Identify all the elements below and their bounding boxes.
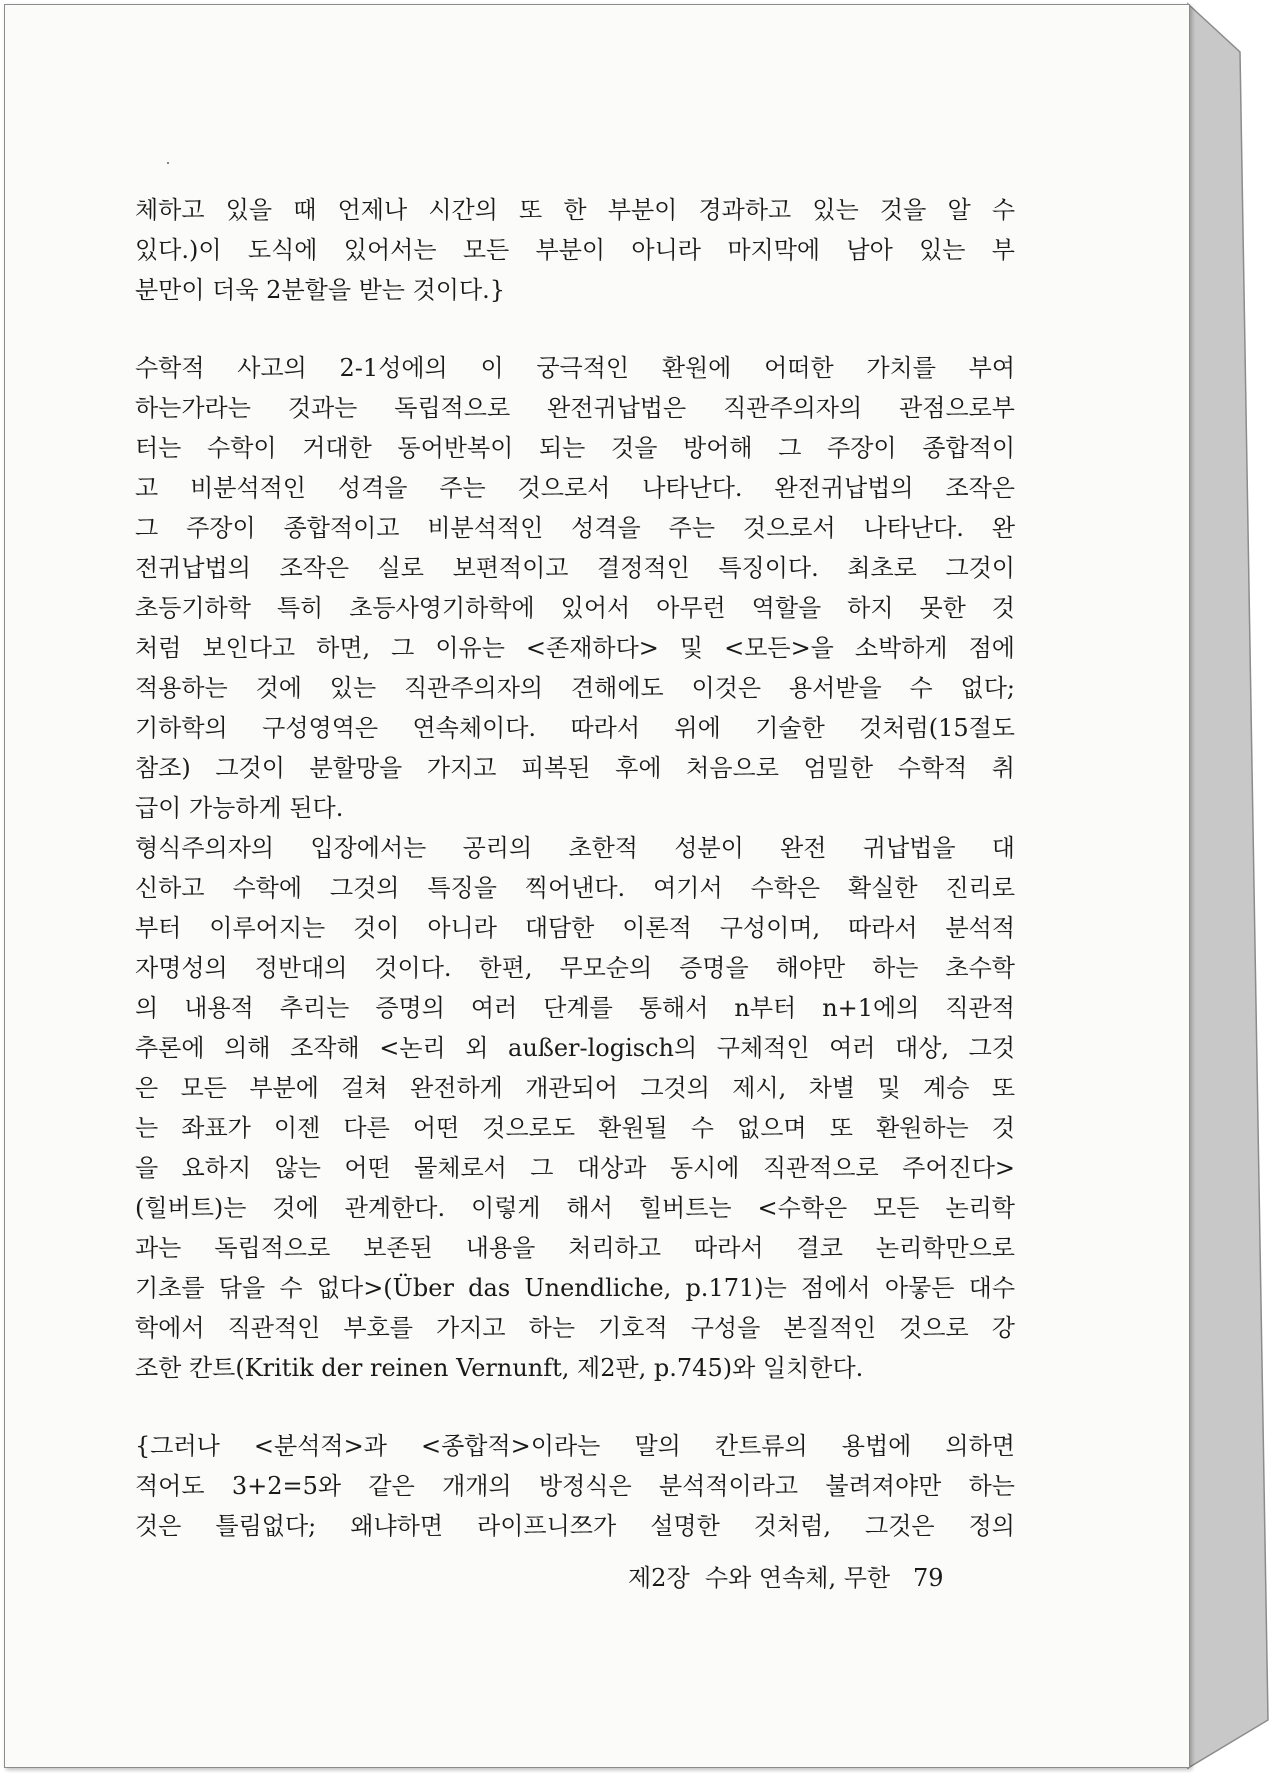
text-line: 분만이 더욱 2분할을 받는 것이다.} [135,276,506,304]
text-line: 기하학의 구성영역은 연속체이다. 따라서 위에 기술한 것처럼(15절도 [135,714,1015,742]
text-line: 기초를 닦을 수 없다>(Über das Unendliche, p.171)는 점에서 아뭏든 대수 [135,1274,1015,1302]
page-footer [628,1558,944,1593]
text-line: 적어도 3+2=5와 같은 개개의 방정식은 분석적이라고 불려져야만 하는 [135,1472,1015,1500]
text-line: 있다.)이 도식에 있어서는 모든 부분이 아니라 마지막에 남아 있는 부 [135,236,1015,264]
paragraph-formalist [135,828,1015,1388]
paper-speck [167,162,169,164]
text-line: (힐버트)는 것에 관계한다. 이렇게 해서 힐버트는 <수학은 모든 논리학 [135,1194,1015,1222]
page-body [135,190,1015,1546]
text-line: 부터 이루어지는 것이 아니라 대담한 이론적 구성이며, 따라서 분석적 [135,914,1015,942]
text-line: 는 좌표가 이젠 다른 어떤 것으로도 환원될 수 없으며 또 환원하는 것 [135,1114,1015,1142]
paragraph-kant-usage [135,1426,1015,1546]
text-line: 전귀납법의 조작은 실로 보편적이고 결정적인 특징이다. 최초로 그것이 [135,554,1015,582]
paragraph-complete-induction [135,348,1015,828]
text-line: 추론에 의해 조작해 <논리 외 außer-logisch의 구체적인 여러 대상, 그것 [135,1034,1015,1062]
text-line: 그 주장이 종합적이고 비분석적인 성격을 주는 것으로서 나타난다. 완 [135,514,1015,542]
text-line: 급이 가능하게 된다. [135,794,344,822]
text-line: 적용하는 것에 있는 직관주의자의 견해에도 이것은 용서받을 수 없다; [135,674,1015,702]
text-line: 고 비분석적인 성격을 주는 것으로서 나타난다. 완전귀납법의 조작은 [135,474,1015,502]
text-line: 처럼 보인다고 하면, 그 이유는 <존재하다> 및 <모든>을 소박하게 점에 [135,634,1015,662]
text-line: 조한 칸트(Kritik der reinen Vernunft, 제2판, p.745)와 일치한다. [135,1354,864,1382]
text-line: 형식주의자의 입장에서는 공리의 초한적 성분이 완전 귀납법을 대 [135,834,1015,862]
text-line: 은 모든 부분에 걸쳐 완전하게 개관되어 그것의 제시, 차별 및 계승 또 [135,1074,1015,1102]
text-line: 신하고 수학에 그것의 특징을 찍어낸다. 여기서 수학은 확실한 진리로 [135,874,1015,902]
text-line: 을 요하지 않는 어떤 물체로서 그 대상과 동시에 직관적으로 주어진다> [135,1154,1015,1182]
chapter-title: 수와 연속체, 무한 [704,1564,891,1592]
text-line: 학에서 직관적인 부호를 가지고 하는 기호적 구성을 본질적인 것으로 강 [135,1314,1015,1342]
text-line: 하는가라는 것과는 독립적으로 완전귀납법은 직관주의자의 관점으로부 [135,394,1015,422]
text-line: 터는 수학이 거대한 동어반복이 되는 것을 방어해 그 주장이 종합적이 [135,434,1015,462]
text-line: {그러나 <분석적>과 <종합적>이라는 말의 칸트류의 용법에 의하면 [135,1432,1015,1460]
text-line: 의 내용적 추리는 증명의 여러 단계를 통해서 n부터 n+1에의 직관적 [135,994,1015,1022]
text-line: 초등기하학 특히 초등사영기하학에 있어서 아무런 역할을 하지 못한 것 [135,594,1015,622]
page-number: 79 [912,1564,944,1592]
chapter-label: 제2장 [628,1564,690,1592]
text-line: 수학적 사고의 2-1성에의 이 궁극적인 환원에 어떠한 가치를 부여 [135,354,1015,382]
text-line: 체하고 있을 때 언제나 시간의 또 한 부분이 경과하고 있는 것을 알 수 [135,196,1015,224]
paragraph-continuation [135,190,1015,310]
text-line: 참조) 그것이 분할망을 가지고 피복된 후에 처음으로 엄밀한 수학적 취 [135,754,1015,782]
text-line: 과는 독립적으로 보존된 내용을 처리하고 따라서 결코 논리학만으로 [135,1234,1015,1262]
text-line: 것은 틀림없다; 왜냐하면 라이프니쯔가 설명한 것처럼, 그것은 정의 [135,1512,1015,1540]
text-line: 자명성의 정반대의 것이다. 한편, 무모순의 증명을 해야만 하는 초수학 [135,954,1015,982]
